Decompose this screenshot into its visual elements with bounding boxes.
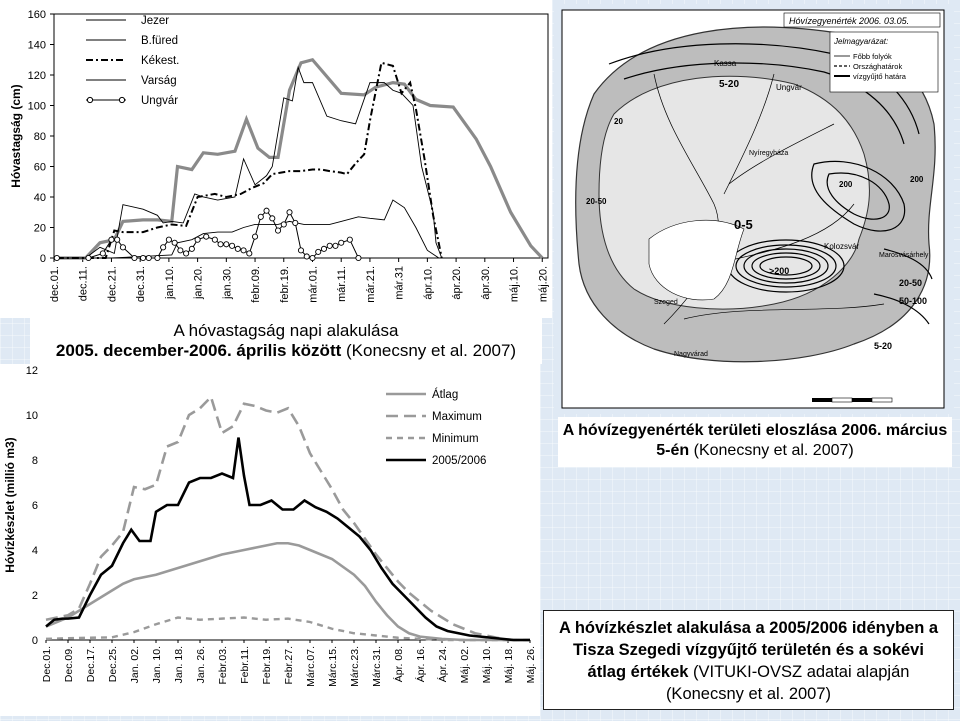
series-point-ungvar-23	[241, 248, 246, 253]
x2-tick-label-1: Dec.09.	[63, 646, 75, 683]
series-point-ungvar-33	[298, 248, 303, 253]
map-label-kolozsvar: Kolozsvár	[824, 242, 860, 251]
series-point-ungvar-18	[212, 237, 217, 242]
map-zone-0-5: 0-5	[734, 217, 753, 232]
map-header: Hóvízegyenérték 2006. 03.05.	[789, 16, 910, 26]
map-zone-200-north: 200	[910, 175, 924, 184]
x-tick-label-9: már.01.	[307, 266, 320, 303]
x2-tick-label-7: Jan. 26.	[195, 646, 207, 684]
x-tick-label-6: jan.30.	[221, 266, 234, 300]
map-label-szeged: Szeged	[654, 299, 678, 306]
series-point-ungvar-8	[146, 255, 151, 260]
series-point-ungvar-12	[172, 240, 177, 245]
x-tick-label-8: febr.19.	[278, 266, 291, 303]
x2-tick-label-18: Ápr. 24.	[437, 646, 449, 683]
series-point-ungvar-20	[224, 242, 229, 247]
y-tick-label-4: 80	[33, 131, 46, 143]
swe-map-panel	[554, 4, 954, 414]
series-point-ungvar-7	[140, 255, 145, 260]
series-point-ungvar-4	[115, 237, 120, 242]
map-zone-50-100: 50-100	[899, 296, 928, 306]
y2-tick-label-6: 12	[25, 365, 38, 377]
y-tick-label-2: 40	[33, 192, 46, 204]
bottom-caption-box	[543, 610, 954, 710]
series-point-ungvar-1	[86, 255, 91, 260]
x2-tick-label-0: Dec.01.	[41, 646, 53, 683]
series-point-ungvar-9	[155, 255, 160, 260]
x2-tick-label-13: Márc.15.	[327, 646, 339, 687]
x2-tick-label-9: Febr.11.	[239, 646, 251, 684]
bottom-caption-citation: (VITUKI-OVSZ adatai alapján (Konecsny et al. 2007)	[665, 663, 910, 703]
series-point-ungvar-35	[310, 255, 315, 260]
series-point-ungvar-41	[347, 237, 352, 242]
snow-depth-chart-title-line2	[30, 341, 542, 361]
x-tick-label-13: ápr.10.	[422, 266, 435, 300]
map-label-nagyvarad: Nagyvárad	[674, 351, 708, 358]
map-legend-item-borders: Országhatárok	[853, 62, 903, 71]
y2-tick-label-5: 10	[25, 410, 38, 422]
series-point-ungvar-24	[247, 251, 252, 256]
series-point-ungvar-0	[54, 255, 59, 260]
map-caption-bold: A hóvízegyenérték területi eloszlása 2006. március 5-én	[562, 422, 948, 459]
y-axis-title: Hóvastagság (cm)	[9, 84, 23, 188]
y2-tick-label-1: 2	[31, 590, 38, 602]
legend-label-0: Jezer	[141, 15, 170, 27]
series-point-ungvar-6	[132, 255, 137, 260]
x-tick-label-4: jan.10.	[163, 266, 176, 300]
y-tick-label-7: 140	[27, 39, 46, 52]
series-point-ungvar-19	[218, 242, 223, 247]
y2-axis-title: Hóvízkészlet (millió m3)	[3, 437, 17, 573]
series-point-ungvar-31	[287, 210, 292, 215]
legend-marker-b	[119, 97, 124, 102]
x2-tick-label-8: Febr.03.	[217, 646, 229, 685]
x2-tick-label-6: Jan. 18.	[173, 646, 185, 684]
series-point-ungvar-30	[281, 222, 286, 227]
x2-tick-label-19: Máj. 02.	[459, 646, 471, 684]
y-tick-label-8: 160	[27, 9, 46, 21]
series-point-ungvar-38	[327, 243, 332, 248]
x2-tick-label-2: Dec.17.	[85, 646, 97, 683]
map-legend-item-rivers: Főbb folyók	[853, 52, 892, 61]
legend2-label-1: Maximum	[432, 411, 482, 423]
snow-depth-chart	[0, 0, 552, 318]
legend-label-4: Ungvár	[141, 95, 179, 107]
x2-tick-label-12: Márc.07.	[305, 646, 317, 687]
series-point-ungvar-3	[109, 237, 114, 242]
x-tick-label-16: máj.10.	[508, 266, 521, 303]
series-point-ungvar-36	[316, 249, 321, 254]
x2-tick-label-3: Dec.25.	[107, 646, 119, 683]
x-tick-label-17: máj.20.	[537, 266, 550, 303]
snow-water-chart	[0, 364, 540, 716]
y2-tick-label-2: 4	[31, 545, 38, 557]
map-label-ungvar: Ungvár	[776, 83, 802, 92]
y-tick-label-6: 120	[27, 70, 46, 82]
map-legend-title: Jelmagyarázat:	[834, 37, 889, 46]
series-point-ungvar-28	[270, 216, 275, 221]
x-tick-label-0: dec.01.	[49, 266, 61, 303]
x-tick-label-1: dec.11.	[77, 266, 90, 302]
y-tick-label-0: 0	[39, 253, 46, 265]
x-tick-label-10: már.11.	[336, 266, 349, 302]
snow-depth-chart-title-line1: A hóvastagság napi alakulása	[173, 321, 399, 340]
snow-water-chart-panel	[0, 364, 540, 716]
map-zone-gt200: >200	[769, 266, 790, 276]
x2-tick-label-17: Ápr. 16.	[415, 646, 427, 683]
series-point-ungvar-22	[235, 246, 240, 251]
series-point-ungvar-42	[356, 255, 361, 260]
y2-tick-label-3: 6	[31, 500, 38, 512]
y-tick-label-5: 100	[27, 100, 46, 113]
snow-depth-chart-title-box	[30, 318, 542, 364]
map-zone-5-20-south: 5-20	[874, 341, 893, 351]
legend2-label-0: Átlag	[432, 389, 459, 401]
y2-tick-label-4: 8	[31, 455, 38, 467]
x-tick-label-7: febr.09.	[250, 266, 263, 303]
series-point-ungvar-34	[304, 254, 309, 259]
legend-label-3: Varság	[141, 75, 177, 87]
snow-depth-chart-title-citation: (Konecsny et al. 2007)	[341, 341, 517, 360]
map-zone-20-50-west: 20-50	[586, 197, 607, 206]
series-point-ungvar-16	[195, 237, 200, 242]
map-legend-item-basin: vízgyűjtő határa	[853, 72, 906, 81]
snow-depth-chart-title-bold: 2005. december-2006. április között	[55, 341, 342, 360]
x2-tick-label-15: Márc.31.	[371, 646, 383, 687]
legend-label-1: B.füred	[141, 35, 179, 47]
x2-tick-label-16: Ápr. 08.	[393, 646, 405, 683]
map-label-marosvasarhely: Marosvásárhely	[879, 252, 929, 259]
map-zone-200-east: 200	[839, 180, 853, 189]
map-label-kassa-value: 5-20	[719, 79, 740, 90]
map-scale-bar	[812, 398, 892, 402]
legend2-label-3: 2005/2006	[432, 455, 487, 467]
snow-depth-chart-panel	[0, 0, 552, 318]
x2-tick-label-5: Jan. 10.	[151, 646, 163, 684]
series-point-ungvar-11	[166, 237, 171, 242]
x2-tick-label-11: Febr.27.	[283, 646, 295, 685]
series-point-ungvar-37	[321, 246, 326, 251]
legend-marker-a	[87, 97, 92, 102]
map-caption-box	[558, 417, 952, 467]
y-tick-label-3: 60	[33, 161, 46, 174]
series-point-ungvar-15	[189, 246, 194, 251]
series-point-ungvar-21	[229, 243, 234, 248]
series-point-ungvar-27	[264, 208, 269, 213]
x2-tick-label-21: Máj. 18.	[503, 646, 515, 684]
x-tick-label-14: ápr.20.	[451, 266, 464, 300]
series-point-ungvar-5	[120, 245, 125, 250]
x2-tick-label-4: Jan. 02.	[129, 646, 141, 684]
map-caption-citation: (Konecsny et al. 2007)	[689, 442, 854, 459]
bottom-caption-bold: A hóvízkészlet alakulása a 2005/2006 idényben a Tisza Szegedi vízgyűjtő területén és a sokévi átlag értékek	[558, 619, 939, 681]
series-point-ungvar-40	[339, 240, 344, 245]
series-point-ungvar-13	[178, 248, 183, 253]
series-point-ungvar-14	[184, 251, 189, 256]
x-tick-label-3: dec.31.	[135, 266, 148, 303]
series-point-ungvar-25	[252, 234, 257, 239]
swe-map	[554, 4, 954, 414]
x-tick-label-15: ápr.30.	[479, 266, 492, 300]
x2-tick-label-22: Máj. 26.	[525, 646, 537, 684]
series-point-ungvar-26	[258, 214, 263, 219]
legend2-label-2: Minimum	[432, 433, 479, 445]
y-tick-label-1: 20	[33, 222, 46, 235]
map-zone-20-small: 20	[614, 117, 623, 126]
map-label-nyiregyhaza: Nyíregyháza	[749, 150, 789, 157]
x2-tick-label-10: Febr.19.	[261, 646, 273, 685]
series-point-ungvar-39	[333, 243, 338, 248]
series-point-ungvar-10	[161, 245, 166, 250]
x-tick-label-11: már.21.	[364, 266, 377, 303]
series-point-ungvar-29	[275, 228, 280, 233]
x2-tick-label-20: Máj. 10.	[481, 646, 493, 684]
series-point-ungvar-32	[293, 220, 298, 225]
map-label-kassa: Kassa	[714, 59, 737, 68]
x2-tick-label-14: Márc.23.	[349, 646, 361, 687]
series2-line-2	[46, 618, 530, 641]
x-tick-label-12: már.31	[393, 266, 406, 300]
x-tick-label-2: dec.21.	[106, 266, 119, 303]
map-zone-20-50-right: 20-50	[899, 278, 923, 288]
series-point-ungvar-2	[100, 251, 105, 256]
y2-tick-label-0: 0	[31, 635, 38, 647]
x-tick-label-5: jan.20.	[192, 266, 205, 300]
series-point-ungvar-17	[204, 234, 209, 239]
legend-label-2: Kékest.	[141, 55, 180, 67]
